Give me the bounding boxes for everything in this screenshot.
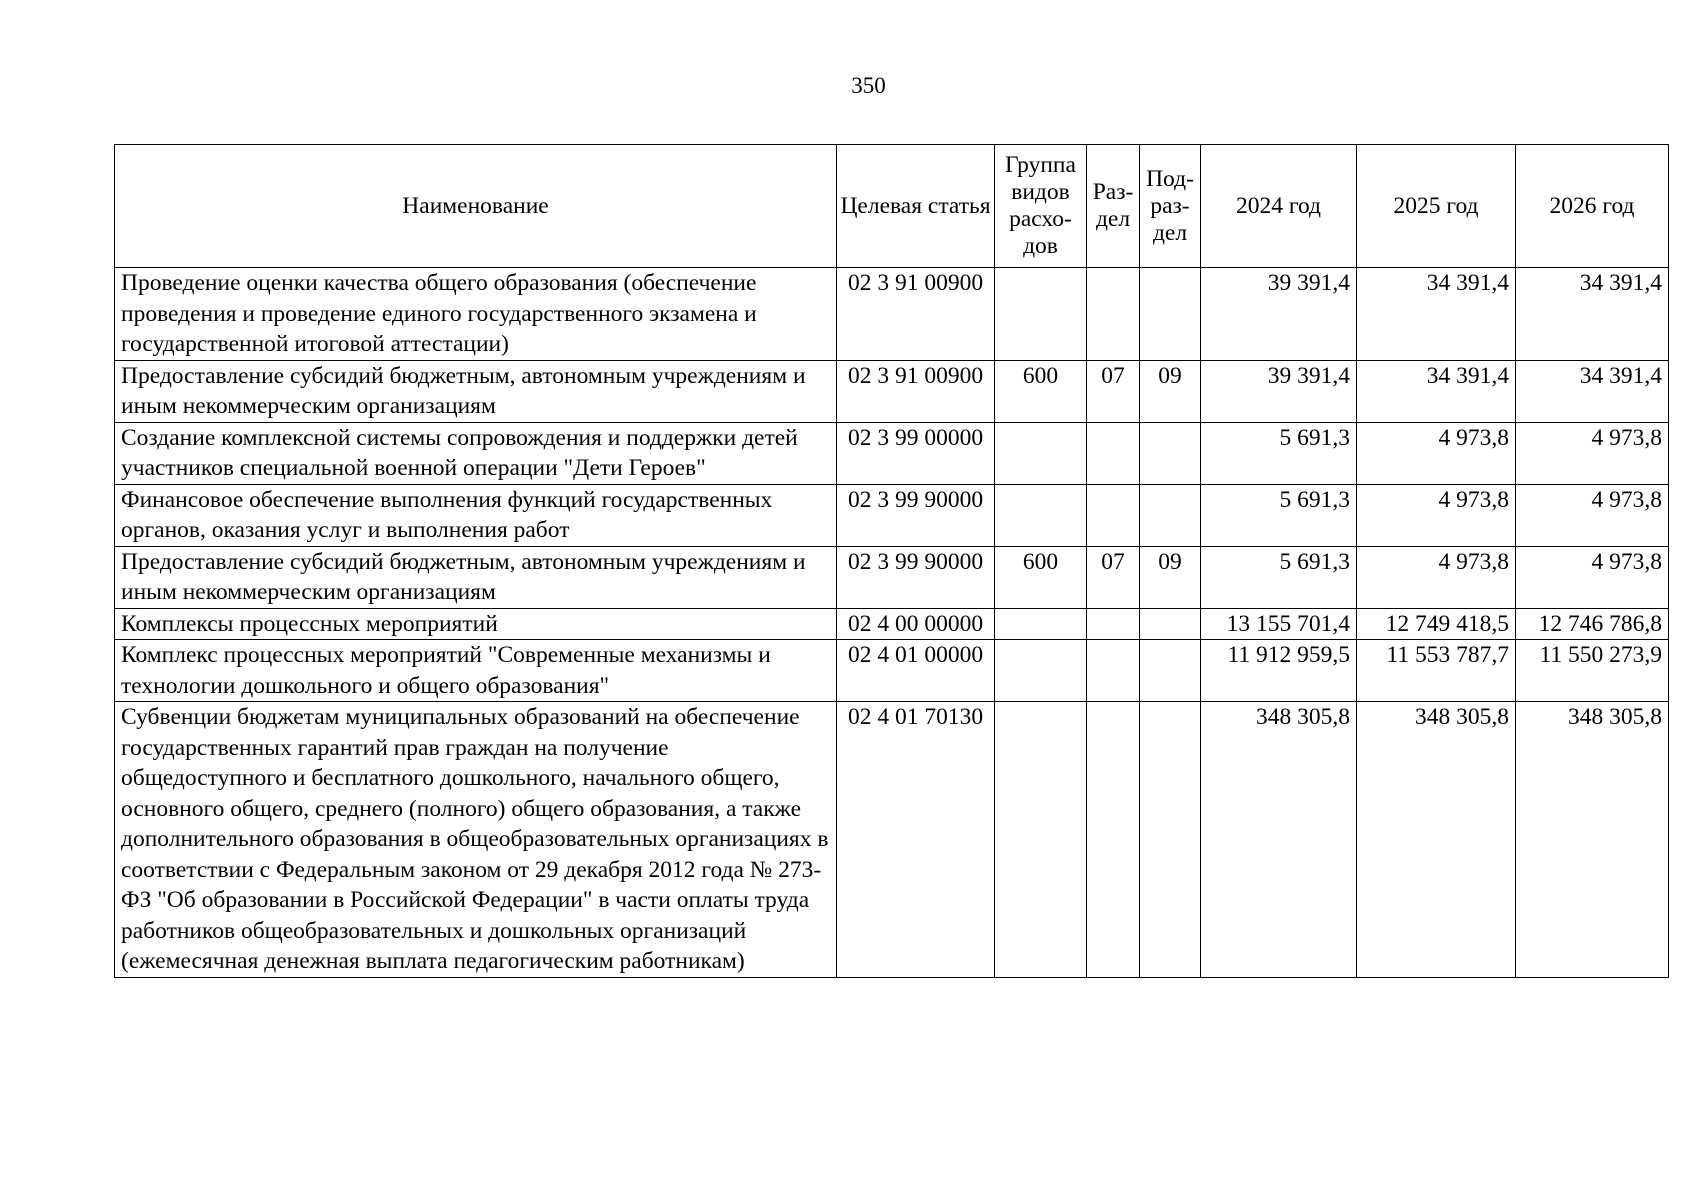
row-code: 02 3 99 90000 <box>837 484 995 546</box>
row-2024: 5 691,3 <box>1201 422 1357 484</box>
row-section <box>1087 268 1140 361</box>
row-2025: 34 391,4 <box>1357 360 1516 422</box>
header-group: Группа видов расхо-дов <box>995 145 1087 268</box>
row-2026: 4 973,8 <box>1516 422 1669 484</box>
row-2026: 348 305,8 <box>1516 702 1669 978</box>
row-2025: 4 973,8 <box>1357 546 1516 608</box>
row-name: Предоставление субсидий бюджетным, автономным учреждениям и иным некоммерческим организациям <box>115 360 837 422</box>
header-target: Целевая статья <box>837 145 995 268</box>
row-name: Создание комплексной системы сопровождения и поддержки детей участников специальной военной операции "Дети Героев" <box>115 422 837 484</box>
table-row <box>115 608 1669 640</box>
header-2024: 2024 год <box>1201 145 1357 268</box>
row-2024: 39 391,4 <box>1201 360 1357 422</box>
table-row <box>115 268 1669 361</box>
row-2024: 348 305,8 <box>1201 702 1357 978</box>
row-2024: 39 391,4 <box>1201 268 1357 361</box>
row-code: 02 3 99 90000 <box>837 546 995 608</box>
header-2026: 2026 год <box>1516 145 1669 268</box>
header-section: Раз-дел <box>1087 145 1140 268</box>
row-name: Субвенции бюджетам муниципальных образований на обеспечение государственных гарантий прав граждан на получение общедоступного и бесплатного дошкольного, начального общего, основного общего, среднего (полного) общего образования, а также дополнительного образования в общеобразовательных организациях в соответствии с Федеральным законом от 29 декабря 2012 года № 273-ФЗ "Об образовании в Российской Федерации" в части оплаты труда работников общеобразовательных и дошкольных организаций (ежемесячная денежная выплата педагогическим работникам) <box>115 702 837 978</box>
row-2026: 4 973,8 <box>1516 484 1669 546</box>
row-2026: 34 391,4 <box>1516 360 1669 422</box>
row-subsection <box>1140 484 1201 546</box>
row-section <box>1087 608 1140 640</box>
row-2024: 13 155 701,4 <box>1201 608 1357 640</box>
row-code: 02 3 99 00000 <box>837 422 995 484</box>
table-row <box>115 702 1669 978</box>
row-code: 02 3 91 00900 <box>837 360 995 422</box>
row-2025: 12 749 418,5 <box>1357 608 1516 640</box>
row-group <box>995 484 1087 546</box>
row-2026: 11 550 273,9 <box>1516 640 1669 702</box>
budget-table <box>114 144 1669 978</box>
row-name: Финансовое обеспечение выполнения функций государственных органов, оказания услуг и выполнения работ <box>115 484 837 546</box>
row-name: Комплексы процессных мероприятий <box>115 608 837 640</box>
row-code: 02 4 00 00000 <box>837 608 995 640</box>
row-code: 02 4 01 70130 <box>837 702 995 978</box>
row-2026: 4 973,8 <box>1516 546 1669 608</box>
row-2025: 4 973,8 <box>1357 484 1516 546</box>
row-2025: 11 553 787,7 <box>1357 640 1516 702</box>
row-2025: 4 973,8 <box>1357 422 1516 484</box>
row-group: 600 <box>995 360 1087 422</box>
row-code: 02 3 91 00900 <box>837 268 995 361</box>
row-name: Комплекс процессных мероприятий "Современные механизмы и технологии дошкольного и общего образования" <box>115 640 837 702</box>
row-2026: 12 746 786,8 <box>1516 608 1669 640</box>
page-number: 350 <box>851 73 886 98</box>
row-2024: 5 691,3 <box>1201 484 1357 546</box>
row-name: Предоставление субсидий бюджетным, автономным учреждениям и иным некоммерческим организациям <box>115 546 837 608</box>
row-section <box>1087 702 1140 978</box>
row-group <box>995 422 1087 484</box>
row-section <box>1087 422 1140 484</box>
row-name: Проведение оценки качества общего образования (обеспечение проведения и проведение единого государственного экзамена и государственной итоговой аттестации) <box>115 268 837 361</box>
table-row <box>115 640 1669 702</box>
row-group <box>995 608 1087 640</box>
table-row <box>115 546 1669 608</box>
row-subsection <box>1140 422 1201 484</box>
table-row <box>115 422 1669 484</box>
header-2025: 2025 год <box>1357 145 1516 268</box>
row-2024: 5 691,3 <box>1201 546 1357 608</box>
row-section <box>1087 484 1140 546</box>
row-section: 07 <box>1087 360 1140 422</box>
row-group <box>995 702 1087 978</box>
row-subsection <box>1140 702 1201 978</box>
row-subsection <box>1140 268 1201 361</box>
table-row <box>115 360 1669 422</box>
row-2025: 348 305,8 <box>1357 702 1516 978</box>
header-row <box>115 145 1669 268</box>
row-code: 02 4 01 00000 <box>837 640 995 702</box>
row-group <box>995 268 1087 361</box>
header-name: Наименование <box>115 145 837 268</box>
row-2024: 11 912 959,5 <box>1201 640 1357 702</box>
row-subsection: 09 <box>1140 360 1201 422</box>
row-group <box>995 640 1087 702</box>
row-section: 07 <box>1087 546 1140 608</box>
table-row <box>115 484 1669 546</box>
row-2026: 34 391,4 <box>1516 268 1669 361</box>
row-subsection: 09 <box>1140 546 1201 608</box>
row-section <box>1087 640 1140 702</box>
row-subsection <box>1140 608 1201 640</box>
row-subsection <box>1140 640 1201 702</box>
row-2025: 34 391,4 <box>1357 268 1516 361</box>
row-group: 600 <box>995 546 1087 608</box>
header-subsection: Под-раз-дел <box>1140 145 1201 268</box>
